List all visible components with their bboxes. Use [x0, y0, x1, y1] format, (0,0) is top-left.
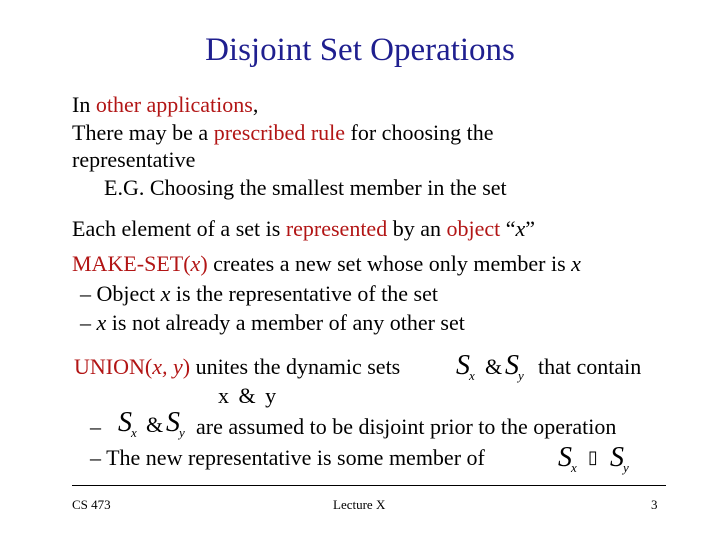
set-s-x-symbol-3: $S_x$ [558, 442, 577, 475]
ampersand: & [485, 354, 503, 379]
p3-line1-left: UNION(x, y) unites the dynamic sets [74, 354, 401, 379]
footer-course: CS 473 [72, 497, 111, 512]
p1-line3: representative [72, 147, 196, 172]
p2-line2: MAKE-SET(x) creates a new set whose only member is x [72, 251, 581, 276]
p2-line1: Each element of a set is represented by an object “x” [72, 216, 536, 241]
footer-lecture: Lecture X [333, 497, 386, 512]
p3-line3-text: are assumed to be disjoint prior to the operation [196, 414, 617, 439]
p3-line3-dash: – [90, 414, 101, 439]
union-symbol: ▯ [588, 447, 598, 467]
p3-line4-text: – The new representative is some member of [90, 445, 485, 470]
p2-line3: – Object x is the representative of the set [80, 281, 438, 306]
set-s-x-symbol-2: $S_x$ [118, 407, 137, 440]
set-s-x-symbol: $S_x$ [456, 350, 475, 383]
p1-line4: E.G. Choosing the smallest member in the set [104, 175, 507, 200]
set-s-y-symbol: $S_y$ [505, 350, 524, 383]
p2-line4: – x is not already a member of any other set [80, 310, 465, 335]
set-s-y-symbol-3: $S_y$ [610, 442, 629, 475]
slide-title: Disjoint Set Operations [205, 32, 515, 68]
footer-rule [72, 485, 666, 486]
p1-line2: There may be a prescribed rule for choosing the [72, 120, 494, 145]
ampersand-2: & [146, 412, 164, 437]
p1-line1: In other applications, [72, 92, 259, 117]
p3-line2: x & y [218, 383, 279, 408]
p3-line1-right: that contain [538, 354, 642, 379]
set-s-y-symbol-2: $S_y$ [166, 407, 185, 440]
footer-page-number: 3 [651, 497, 658, 512]
